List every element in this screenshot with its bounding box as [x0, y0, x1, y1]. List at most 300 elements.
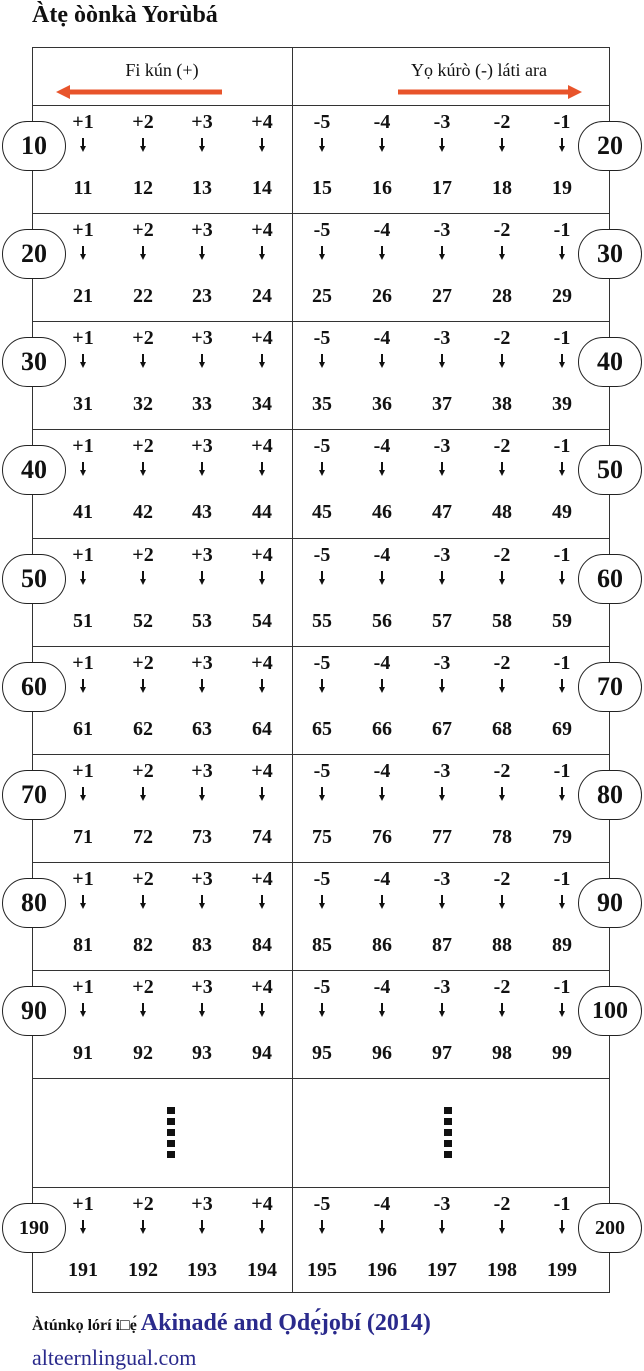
- operator-label: -1: [553, 976, 571, 998]
- result-number: 89: [552, 934, 572, 956]
- operator-label: -3: [433, 544, 451, 566]
- operator-label: -5: [313, 327, 331, 349]
- result-number: 197: [427, 1259, 457, 1281]
- down-arrow-icon: [259, 354, 265, 368]
- down-arrow-icon: [559, 895, 565, 909]
- down-arrow-icon: [439, 571, 445, 585]
- down-arrow-icon: [80, 1003, 86, 1017]
- result-number: 59: [552, 610, 572, 632]
- result-number: 43: [192, 501, 212, 523]
- result-number: 93: [192, 1042, 212, 1064]
- down-arrow-icon: [499, 679, 505, 693]
- operator-label: -2: [493, 868, 511, 890]
- table-row: [0, 754, 644, 862]
- result-number: 68: [492, 718, 512, 740]
- source-suffix: ẹ́: [129, 1317, 137, 1334]
- down-arrow-icon: [319, 895, 325, 909]
- result-number: 99: [552, 1042, 572, 1064]
- operator-label: +3: [191, 760, 213, 782]
- down-arrow-icon: [439, 138, 445, 152]
- down-arrow-icon: [559, 462, 565, 476]
- down-arrow-icon: [499, 462, 505, 476]
- table-row: [0, 213, 644, 321]
- site-link[interactable]: alteernlingual.com: [32, 1345, 197, 1370]
- down-arrow-icon: [319, 1220, 325, 1234]
- operator-label: +1: [72, 435, 94, 457]
- result-number: 18: [492, 177, 512, 199]
- down-arrow-icon: [499, 787, 505, 801]
- down-arrow-icon: [259, 895, 265, 909]
- down-arrow-icon: [499, 571, 505, 585]
- result-number: 46: [372, 501, 392, 523]
- down-arrow-icon: [80, 246, 86, 260]
- target-number-badge: 40: [578, 337, 642, 387]
- down-arrow-icon: [199, 354, 205, 368]
- base-number-badge: 70: [2, 770, 66, 820]
- result-number: 28: [492, 285, 512, 307]
- target-number-badge: 50: [578, 445, 642, 495]
- operator-label: -4: [373, 652, 391, 674]
- operator-label: +3: [191, 976, 213, 998]
- operator-label: -4: [373, 760, 391, 782]
- result-number: 11: [73, 177, 93, 199]
- result-number: 52: [133, 610, 153, 632]
- result-number: 67: [432, 718, 452, 740]
- operator-label: +4: [251, 1193, 273, 1215]
- operator-label: +2: [132, 760, 154, 782]
- down-arrow-icon: [319, 679, 325, 693]
- down-arrow-icon: [199, 571, 205, 585]
- down-arrow-icon: [559, 679, 565, 693]
- down-arrow-icon: [439, 787, 445, 801]
- operator-label: -5: [313, 544, 331, 566]
- operator-label: -1: [553, 1193, 571, 1215]
- operator-label: +4: [251, 111, 273, 133]
- operator-label: +3: [191, 327, 213, 349]
- target-number-badge: 60: [578, 554, 642, 604]
- down-arrow-icon: [259, 1003, 265, 1017]
- result-number: 66: [372, 718, 392, 740]
- operator-label: +3: [191, 435, 213, 457]
- operator-label: -2: [493, 219, 511, 241]
- result-number: 76: [372, 826, 392, 848]
- down-arrow-icon: [559, 1003, 565, 1017]
- operator-label: -3: [433, 868, 451, 890]
- source-credit: [32, 1310, 431, 1337]
- result-number: 21: [73, 285, 93, 307]
- operator-label: +2: [132, 1193, 154, 1215]
- operator-label: -1: [553, 544, 571, 566]
- operator-label: -5: [313, 111, 331, 133]
- source-prefix: Àtúnkọ lórí i: [32, 1317, 121, 1334]
- down-arrow-icon: [379, 462, 385, 476]
- operator-label: -2: [493, 435, 511, 457]
- down-arrow-icon: [499, 354, 505, 368]
- down-arrow-icon: [140, 895, 146, 909]
- down-arrow-icon: [80, 354, 86, 368]
- operator-label: -2: [493, 544, 511, 566]
- down-arrow-icon: [259, 679, 265, 693]
- down-arrow-icon: [199, 246, 205, 260]
- result-number: 97: [432, 1042, 452, 1064]
- result-number: 27: [432, 285, 452, 307]
- subtract-label: Yọ kúrò (-) láti ara: [411, 60, 547, 80]
- result-number: 195: [307, 1259, 337, 1281]
- down-arrow-icon: [439, 462, 445, 476]
- down-arrow-icon: [140, 138, 146, 152]
- down-arrow-icon: [439, 1220, 445, 1234]
- down-arrow-icon: [559, 354, 565, 368]
- operator-label: -4: [373, 1193, 391, 1215]
- down-arrow-icon: [499, 1220, 505, 1234]
- table-row: [0, 1187, 644, 1295]
- operator-label: -1: [553, 760, 571, 782]
- result-number: 38: [492, 393, 512, 415]
- down-arrow-icon: [199, 1220, 205, 1234]
- operator-label: -2: [493, 111, 511, 133]
- result-number: 86: [372, 934, 392, 956]
- result-number: 26: [372, 285, 392, 307]
- table-row: [0, 970, 644, 1078]
- down-arrow-icon: [559, 571, 565, 585]
- result-number: 57: [432, 610, 452, 632]
- result-number: 96: [372, 1042, 392, 1064]
- down-arrow-icon: [140, 787, 146, 801]
- operator-label: -4: [373, 219, 391, 241]
- down-arrow-icon: [499, 895, 505, 909]
- result-number: 12: [133, 177, 153, 199]
- result-number: 95: [312, 1042, 332, 1064]
- down-arrow-icon: [319, 246, 325, 260]
- down-arrow-icon: [559, 138, 565, 152]
- result-number: 24: [252, 285, 272, 307]
- operator-label: -3: [433, 976, 451, 998]
- operator-label: -5: [313, 652, 331, 674]
- down-arrow-icon: [199, 1003, 205, 1017]
- base-number-badge: 90: [2, 986, 66, 1036]
- down-arrow-icon: [439, 354, 445, 368]
- result-number: 14: [252, 177, 272, 199]
- operator-label: +2: [132, 327, 154, 349]
- operator-label: -1: [553, 327, 571, 349]
- result-number: 58: [492, 610, 512, 632]
- operator-label: -3: [433, 435, 451, 457]
- down-arrow-icon: [259, 462, 265, 476]
- result-number: 56: [372, 610, 392, 632]
- result-number: 81: [73, 934, 93, 956]
- operator-label: -3: [433, 219, 451, 241]
- result-number: 73: [192, 826, 212, 848]
- result-number: 94: [252, 1042, 272, 1064]
- result-number: 31: [73, 393, 93, 415]
- left-arrow-icon: [56, 84, 222, 100]
- result-number: 193: [187, 1259, 217, 1281]
- down-arrow-icon: [140, 1220, 146, 1234]
- operator-label: +3: [191, 652, 213, 674]
- down-arrow-icon: [140, 354, 146, 368]
- result-number: 48: [492, 501, 512, 523]
- operator-label: -2: [493, 976, 511, 998]
- base-number-badge: 80: [2, 878, 66, 928]
- result-number: 25: [312, 285, 332, 307]
- down-arrow-icon: [140, 1003, 146, 1017]
- result-number: 72: [133, 826, 153, 848]
- operator-label: -4: [373, 435, 391, 457]
- down-arrow-icon: [559, 246, 565, 260]
- operator-label: -4: [373, 544, 391, 566]
- down-arrow-icon: [379, 138, 385, 152]
- result-number: 47: [432, 501, 452, 523]
- right-arrow-icon: [398, 84, 582, 100]
- result-number: 64: [252, 718, 272, 740]
- down-arrow-icon: [499, 1003, 505, 1017]
- result-number: 77: [432, 826, 452, 848]
- operator-label: -2: [493, 652, 511, 674]
- down-arrow-icon: [439, 895, 445, 909]
- operator-label: +3: [191, 111, 213, 133]
- result-number: 65: [312, 718, 332, 740]
- operator-label: -4: [373, 327, 391, 349]
- operator-label: +4: [251, 868, 273, 890]
- result-number: 71: [73, 826, 93, 848]
- ellipsis-left: [167, 1107, 175, 1162]
- base-number-badge: 10: [2, 121, 66, 171]
- result-number: 87: [432, 934, 452, 956]
- result-number: 62: [133, 718, 153, 740]
- operator-label: +4: [251, 760, 273, 782]
- result-number: 85: [312, 934, 332, 956]
- down-arrow-icon: [80, 787, 86, 801]
- down-arrow-icon: [379, 787, 385, 801]
- result-number: 194: [247, 1259, 277, 1281]
- operator-label: -3: [433, 1193, 451, 1215]
- operator-label: -2: [493, 327, 511, 349]
- operator-label: +3: [191, 219, 213, 241]
- base-number-badge: 60: [2, 662, 66, 712]
- down-arrow-icon: [379, 679, 385, 693]
- operator-label: +1: [72, 760, 94, 782]
- down-arrow-icon: [80, 462, 86, 476]
- operator-label: +3: [191, 544, 213, 566]
- result-number: 44: [252, 501, 272, 523]
- result-number: 79: [552, 826, 572, 848]
- down-arrow-icon: [379, 571, 385, 585]
- down-arrow-icon: [319, 787, 325, 801]
- result-number: 54: [252, 610, 272, 632]
- result-number: 199: [547, 1259, 577, 1281]
- result-number: 41: [73, 501, 93, 523]
- operator-label: -2: [493, 1193, 511, 1215]
- result-number: 13: [192, 177, 212, 199]
- operator-label: +3: [191, 868, 213, 890]
- operator-label: +2: [132, 652, 154, 674]
- down-arrow-icon: [499, 246, 505, 260]
- target-number-badge: 80: [578, 770, 642, 820]
- down-arrow-icon: [379, 246, 385, 260]
- result-number: 29: [552, 285, 572, 307]
- down-arrow-icon: [199, 787, 205, 801]
- operator-label: -3: [433, 760, 451, 782]
- result-number: 84: [252, 934, 272, 956]
- down-arrow-icon: [559, 1220, 565, 1234]
- down-arrow-icon: [379, 895, 385, 909]
- operator-label: +2: [132, 111, 154, 133]
- down-arrow-icon: [259, 571, 265, 585]
- down-arrow-icon: [439, 1003, 445, 1017]
- result-number: 22: [133, 285, 153, 307]
- result-number: 98: [492, 1042, 512, 1064]
- down-arrow-icon: [319, 354, 325, 368]
- operator-label: +1: [72, 1193, 94, 1215]
- down-arrow-icon: [319, 462, 325, 476]
- result-number: 92: [133, 1042, 153, 1064]
- target-number-badge: 20: [578, 121, 642, 171]
- result-number: 74: [252, 826, 272, 848]
- down-arrow-icon: [80, 1220, 86, 1234]
- operator-label: +3: [191, 1193, 213, 1215]
- down-arrow-icon: [499, 138, 505, 152]
- down-arrow-icon: [379, 354, 385, 368]
- operator-label: -3: [433, 327, 451, 349]
- operator-label: -2: [493, 760, 511, 782]
- base-number-badge: 50: [2, 554, 66, 604]
- result-number: 192: [128, 1259, 158, 1281]
- operator-label: -4: [373, 976, 391, 998]
- base-number-badge: 30: [2, 337, 66, 387]
- down-arrow-icon: [80, 895, 86, 909]
- down-arrow-icon: [199, 679, 205, 693]
- source-authors: Akinadé and Ọdẹ́jọbí (2014): [140, 1310, 431, 1336]
- operator-label: -3: [433, 111, 451, 133]
- table-row: [0, 321, 644, 429]
- operator-label: -4: [373, 111, 391, 133]
- operator-label: +1: [72, 111, 94, 133]
- operator-label: -4: [373, 868, 391, 890]
- result-number: 15: [312, 177, 332, 199]
- operator-label: -1: [553, 868, 571, 890]
- operator-label: -5: [313, 1193, 331, 1215]
- down-arrow-icon: [439, 246, 445, 260]
- operator-label: -1: [553, 435, 571, 457]
- operator-label: +4: [251, 219, 273, 241]
- down-arrow-icon: [319, 1003, 325, 1017]
- result-number: 191: [68, 1259, 98, 1281]
- down-arrow-icon: [259, 138, 265, 152]
- result-number: 49: [552, 501, 572, 523]
- result-number: 32: [133, 393, 153, 415]
- operator-label: -5: [313, 219, 331, 241]
- result-number: 36: [372, 393, 392, 415]
- result-number: 196: [367, 1259, 397, 1281]
- result-number: 19: [552, 177, 572, 199]
- down-arrow-icon: [140, 246, 146, 260]
- row-separator: [32, 1078, 610, 1079]
- operator-label: +1: [72, 976, 94, 998]
- result-number: 34: [252, 393, 272, 415]
- table-row: [0, 105, 644, 213]
- result-number: 51: [73, 610, 93, 632]
- base-number-badge: 40: [2, 445, 66, 495]
- result-number: 83: [192, 934, 212, 956]
- operator-label: +2: [132, 868, 154, 890]
- result-number: 88: [492, 934, 512, 956]
- result-number: 42: [133, 501, 153, 523]
- target-number-badge: 90: [578, 878, 642, 928]
- target-number-badge: 200: [578, 1203, 642, 1253]
- operator-label: +4: [251, 327, 273, 349]
- operator-label: +1: [72, 219, 94, 241]
- operator-label: +2: [132, 435, 154, 457]
- down-arrow-icon: [259, 1220, 265, 1234]
- operator-label: -1: [553, 111, 571, 133]
- result-number: 53: [192, 610, 212, 632]
- target-number-badge: 70: [578, 662, 642, 712]
- result-number: 69: [552, 718, 572, 740]
- result-number: 63: [192, 718, 212, 740]
- operator-label: +4: [251, 652, 273, 674]
- table-row: [0, 646, 644, 754]
- operator-label: -5: [313, 868, 331, 890]
- operator-label: -1: [553, 652, 571, 674]
- operator-label: +1: [72, 327, 94, 349]
- down-arrow-icon: [319, 571, 325, 585]
- down-arrow-icon: [559, 787, 565, 801]
- down-arrow-icon: [379, 1003, 385, 1017]
- operator-label: +2: [132, 219, 154, 241]
- result-number: 75: [312, 826, 332, 848]
- down-arrow-icon: [80, 679, 86, 693]
- result-number: 33: [192, 393, 212, 415]
- result-number: 17: [432, 177, 452, 199]
- page-title: Àtẹ òònkà Yorùbá: [32, 2, 218, 28]
- operator-label: -3: [433, 652, 451, 674]
- down-arrow-icon: [140, 571, 146, 585]
- down-arrow-icon: [259, 246, 265, 260]
- down-arrow-icon: [80, 571, 86, 585]
- result-number: 23: [192, 285, 212, 307]
- result-number: 37: [432, 393, 452, 415]
- operator-label: +4: [251, 544, 273, 566]
- table-row: [0, 862, 644, 970]
- operator-label: +1: [72, 544, 94, 566]
- operator-label: +4: [251, 976, 273, 998]
- down-arrow-icon: [199, 138, 205, 152]
- result-number: 16: [372, 177, 392, 199]
- table-row: [0, 429, 644, 537]
- result-number: 55: [312, 610, 332, 632]
- result-number: 78: [492, 826, 512, 848]
- down-arrow-icon: [439, 679, 445, 693]
- table-row: [0, 538, 644, 646]
- operator-label: -5: [313, 976, 331, 998]
- base-number-badge: 190: [2, 1203, 66, 1253]
- operator-label: -5: [313, 760, 331, 782]
- down-arrow-icon: [140, 462, 146, 476]
- result-number: 198: [487, 1259, 517, 1281]
- down-arrow-icon: [199, 462, 205, 476]
- result-number: 35: [312, 393, 332, 415]
- operator-label: -5: [313, 435, 331, 457]
- down-arrow-icon: [379, 1220, 385, 1234]
- operator-label: +4: [251, 435, 273, 457]
- down-arrow-icon: [80, 138, 86, 152]
- down-arrow-icon: [319, 138, 325, 152]
- operator-label: +2: [132, 544, 154, 566]
- down-arrow-icon: [259, 787, 265, 801]
- ellipsis-right: [444, 1107, 452, 1162]
- down-arrow-icon: [140, 679, 146, 693]
- result-number: 91: [73, 1042, 93, 1064]
